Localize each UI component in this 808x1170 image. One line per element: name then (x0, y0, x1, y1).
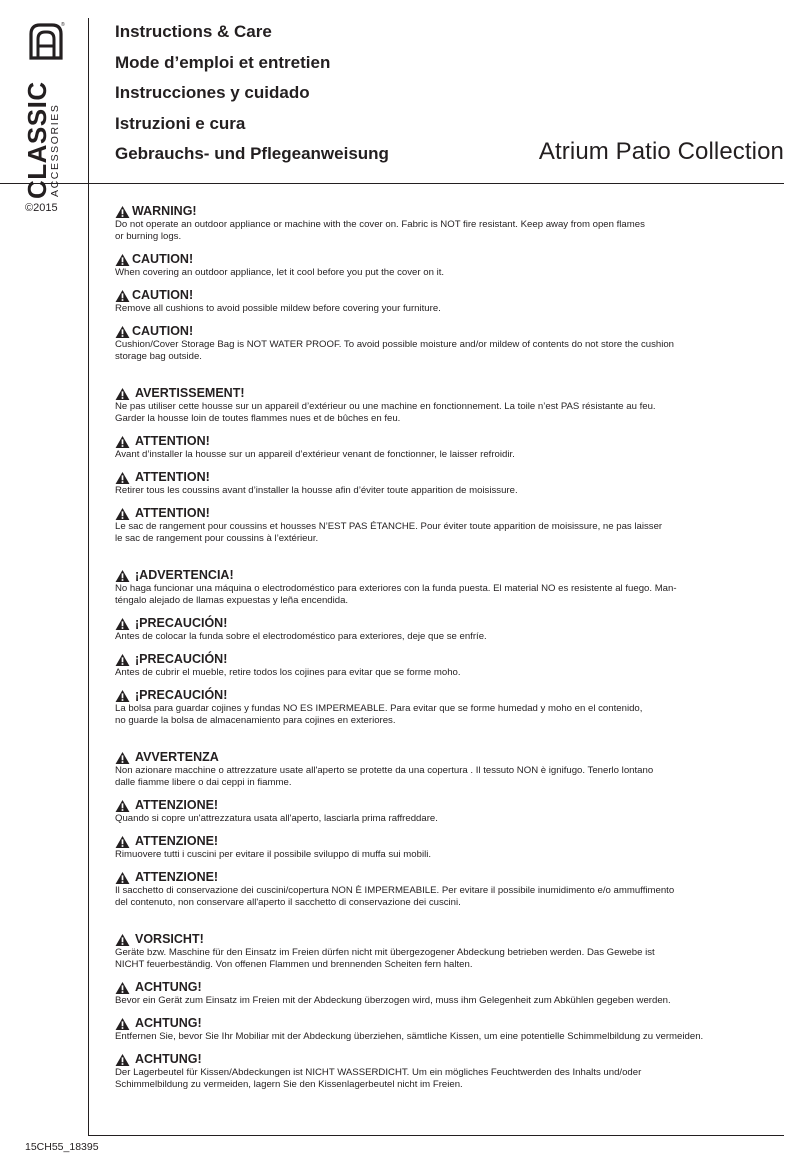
warning-heading (115, 980, 765, 995)
warning-triangle-icon (115, 653, 135, 667)
title-en: Instructions & Care (115, 22, 272, 41)
warning-triangle-icon (115, 689, 135, 703)
brand-name: CLASSIC (22, 81, 52, 199)
warning-heading (115, 252, 765, 267)
warning-heading (115, 798, 765, 813)
warning-item (115, 434, 765, 461)
warning-item (115, 652, 765, 679)
warning-text: Ne pas utiliser cette housse sur un appareil d’extérieur ou une machine en fonctionnement. La toile n’est PAS résistante au feu. Garder la housse loin de toutes flammes nues et de bûches en feu. (115, 401, 656, 424)
warning-item (115, 688, 765, 727)
warning-heading (115, 568, 765, 583)
warning-text: Der Lagerbeutel für Kissen/Abdeckungen ist NICHT WASSERDICHT. Um ein mögliches Feuchtwerden des Inhalts und/oder Schimmelbildung zu vermeiden, lagern Sie den Kissenlagerbeutel nicht im Freien. (115, 1067, 642, 1090)
warning-text: Antes de colocar la funda sobre el electrodoméstico para exteriores, deje que se enfríe. (115, 631, 487, 642)
section-en (115, 204, 765, 363)
copyright: ©2015 (25, 202, 58, 214)
warning-triangle-icon (115, 871, 135, 885)
warning-triangle-icon (115, 1053, 135, 1067)
warning-item (115, 324, 765, 363)
warning-item (115, 834, 765, 861)
warning-triangle-icon (115, 799, 135, 813)
warning-heading (115, 834, 765, 849)
warning-heading-text: ATTENZIONE! (135, 798, 219, 812)
warning-item (115, 204, 765, 243)
title-de: Gebrauchs- und Pflegeanweisung (115, 144, 389, 163)
warning-text: Do not operate an outdoor appliance or machine with the cover on. Fabric is NOT fire resistant. Keep away from open flames or burning logs. (115, 219, 645, 242)
warning-heading-text: ¡ADVERTENCIA! (135, 568, 234, 582)
warning-text: Entfernen Sie, bevor Sie Ihr Mobiliar mit der Abdeckung überziehen, sämtliche Kissen, um eine potentielle Schimmelbildung zu vermeiden. (115, 1031, 704, 1042)
warning-item (115, 288, 765, 315)
warning-heading (115, 324, 765, 339)
warning-heading (115, 688, 765, 703)
warning-heading-text: ACHTUNG! (135, 980, 202, 994)
svg-text:®: ® (61, 22, 65, 28)
warning-heading (115, 434, 765, 449)
doc-number: 15CH55_18395 (25, 1141, 99, 1153)
warning-item (115, 506, 765, 545)
warning-heading-text: ATTENZIONE! (135, 870, 219, 884)
warning-heading (115, 506, 765, 521)
warning-item (115, 932, 765, 971)
warning-heading (115, 750, 765, 765)
warning-triangle-icon (115, 253, 132, 267)
warning-heading-text: CAUTION! (132, 288, 194, 302)
warning-triangle-icon (115, 835, 135, 849)
warning-triangle-icon (115, 751, 135, 765)
brand-wordmark (22, 59, 65, 199)
warning-item (115, 870, 765, 909)
warning-text: Retirer tous les coussins avant d’installer la housse afin d’éviter toute apparition de moisissure. (115, 485, 518, 496)
warning-heading-text: ATTENZIONE! (135, 834, 219, 848)
warning-text: Antes de cubrir el mueble, retire todos los cojines para evitar que se forme moho. (115, 667, 461, 678)
warning-heading-text: AVVERTENZA (135, 750, 219, 764)
brand-logo (22, 22, 70, 199)
warning-item (115, 980, 765, 1007)
warning-text: Avant d’installer la housse sur un appareil d’extérieur venant de fonctionner, le laisser refroidir. (115, 449, 515, 460)
warning-heading (115, 1016, 765, 1031)
warning-text: Non azionare macchine o attrezzature usate all'aperto se protette da una copertura . Il tessuto NON è ignifugo. Tenerlo lontano dalle fiamme libere o dai ceppi in fiamme. (115, 765, 654, 788)
warning-text: Geräte bzw. Maschine für den Einsatz im Freien dürfen nicht mit übergezogener Abdeckung betrieben werden. Das Gewebe ist NICHT feuerbeständig. Von offenen Flammen und brennenden Scheiten fern halten. (115, 947, 655, 970)
section-de (115, 932, 765, 1091)
warning-text: When covering an outdoor appliance, let it cool before you put the cover on it. (115, 267, 445, 278)
warning-triangle-icon (115, 933, 135, 947)
title-block (115, 20, 389, 173)
warning-heading-text: ¡PRECAUCIÓN! (135, 616, 228, 630)
warning-triangle-icon (115, 507, 135, 521)
warning-heading-text: ACHTUNG! (135, 1052, 202, 1066)
warning-heading-text: ¡PRECAUCIÓN! (135, 652, 228, 666)
warning-text: Rimuovere tutti i cuscini per evitare il possibile sviluppo di muffa sui mobili. (115, 849, 432, 860)
warning-triangle-icon (115, 325, 132, 339)
warning-heading (115, 616, 765, 631)
warnings-content (115, 204, 765, 1114)
warning-triangle-icon (115, 617, 135, 631)
warning-text: No haga funcionar una máquina o electrodoméstico para exteriores con la funda puesta. El material NO es resistente al fuego. Man- téngalo alejado de llamas expuestas y leña encendida. (115, 583, 677, 606)
warning-heading-text: VORSICHT! (135, 932, 204, 946)
warning-heading (115, 204, 765, 219)
warning-item (115, 470, 765, 497)
section-it (115, 750, 765, 909)
brand-logo-mark-icon (28, 22, 64, 60)
warning-heading (115, 1052, 765, 1067)
header-rule (0, 183, 784, 184)
collection-name: Atrium Patio Collection (538, 138, 784, 165)
warning-text: La bolsa para guardar cojines y fundas NO ES IMPERMEABLE. Para evitar que se forme humedad y moho en el contenido, no guarde la bolsa de almacenamiento para cojines en exteriores. (115, 703, 643, 726)
warning-item (115, 252, 765, 279)
warning-item (115, 616, 765, 643)
warning-item (115, 1016, 765, 1043)
warning-heading-text: AVERTISSEMENT! (135, 386, 245, 400)
warning-heading-text: ATTENTION! (135, 434, 210, 448)
warning-text: Le sac de rangement pour coussins et housses N’EST PAS ÉTANCHE. Pour éviter toute apparition de moisissure, ne pas laisser le sac de rangement pour coussins à l’extérieur. (115, 521, 663, 544)
warning-heading-text: ¡PRECAUCIÓN! (135, 688, 228, 702)
warning-text: Quando si copre un'attrezzatura usata all'aperto, lasciarla prima raffreddare. (115, 813, 438, 824)
warning-triangle-icon (115, 205, 132, 219)
warning-heading (115, 652, 765, 667)
warning-heading-text: CAUTION! (132, 324, 194, 338)
warning-triangle-icon (115, 289, 132, 303)
warning-heading-text: ATTENTION! (135, 470, 210, 484)
warning-heading (115, 288, 765, 303)
warning-item (115, 568, 765, 607)
warning-heading-text: CAUTION! (132, 252, 194, 266)
section-es (115, 568, 765, 727)
warning-triangle-icon (115, 1017, 135, 1031)
warning-heading (115, 870, 765, 885)
warning-item (115, 386, 765, 425)
warning-triangle-icon (115, 435, 135, 449)
title-es: Instrucciones y cuidado (115, 83, 310, 102)
title-fr: Mode d’emploi et entretien (115, 52, 331, 72)
warning-heading-text: WARNING! (132, 204, 197, 218)
warning-item (115, 798, 765, 825)
warning-text: Il sacchetto di conservazione dei cuscini/copertura NON È IMPERMEABILE. Per evitare il possibile inumidimento e/o ammuffimento del contenuto, non conservare all'aperto il sacchetto di conservazione dei cuscini. (115, 885, 675, 908)
warning-triangle-icon (115, 387, 135, 401)
brand-sub: ACCESSORIES (49, 103, 61, 197)
warning-heading-text: ACHTUNG! (135, 1016, 202, 1030)
warning-heading (115, 470, 765, 485)
warning-triangle-icon (115, 981, 135, 995)
warning-text: Cushion/Cover Storage Bag is NOT WATER PROOF. To avoid possible moisture and/or mildew of contents do not store the cushion storage bag outside. (115, 339, 675, 362)
warning-text: Remove all cushions to avoid possible mildew before covering your furniture. (115, 303, 441, 314)
warning-triangle-icon (115, 471, 135, 485)
warning-triangle-icon (115, 569, 135, 583)
warning-heading-text: ATTENTION! (135, 506, 210, 520)
footer-rule (88, 1135, 784, 1136)
section-fr (115, 386, 765, 545)
warning-item (115, 1052, 765, 1091)
vertical-rule (88, 18, 89, 1135)
warning-heading (115, 386, 765, 401)
warning-heading (115, 932, 765, 947)
title-it: Istruzioni e cura (115, 113, 246, 133)
warning-item (115, 750, 765, 789)
warning-text: Bevor ein Gerät zum Einsatz im Freien mit der Abdeckung überzogen wird, muss ihm Gelegenheit zum Abkühlen gegeben werden. (115, 995, 671, 1006)
